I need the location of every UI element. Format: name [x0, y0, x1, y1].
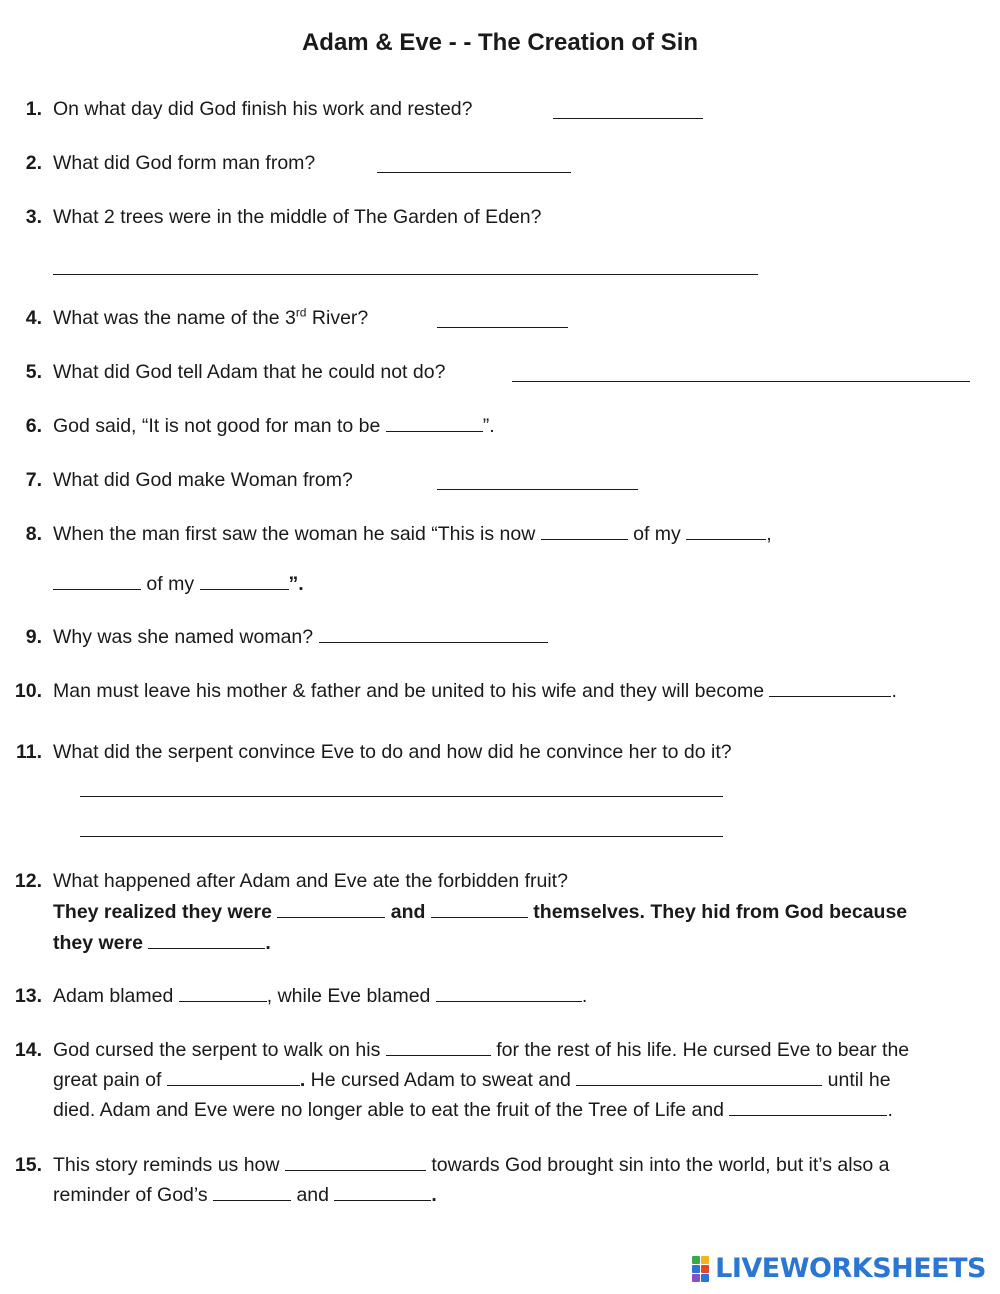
question-text: God cursed the serpent to walk on his for the rest of his life. He cursed Eve to bear the — [53, 1039, 910, 1061]
answer-blank[interactable] — [386, 430, 483, 432]
answer-blank[interactable] — [541, 538, 628, 540]
question-text: What did God form man from? — [53, 152, 316, 174]
answer-blank[interactable] — [377, 172, 571, 173]
answer-blank[interactable] — [80, 836, 723, 837]
answer-blank[interactable] — [200, 588, 289, 590]
answer-blank[interactable] — [386, 1054, 491, 1056]
answer-blank[interactable] — [277, 916, 385, 918]
question-number: 9. — [25, 626, 42, 648]
answer-blank[interactable] — [285, 1169, 426, 1171]
answer-blank[interactable] — [512, 381, 970, 382]
answer-blank[interactable] — [53, 274, 758, 275]
answer-blank[interactable] — [167, 1084, 300, 1086]
question-number: 8. — [25, 523, 42, 545]
question-text: On what day did God finish his work and rested? — [53, 98, 473, 120]
question-text-continued: reminder of God’s and . — [53, 1184, 437, 1206]
answer-blank[interactable] — [213, 1199, 291, 1201]
answer-blank[interactable] — [686, 538, 766, 540]
question-text: What did the serpent convince Eve to do and how did he convince her to do it? — [53, 741, 732, 763]
question-text: What was the name of the 3rd River? — [53, 305, 369, 329]
answer-blank[interactable] — [576, 1084, 822, 1086]
question-text: When the man first saw the woman he said “This is now of my , — [53, 523, 772, 545]
answer-blank[interactable] — [437, 489, 638, 490]
question-text: Why was she named woman? — [53, 622, 548, 652]
liveworksheets-logo[interactable] — [692, 1254, 986, 1284]
question-number: 2. — [25, 152, 42, 174]
answer-blank[interactable] — [53, 588, 141, 590]
question-text-continued: of my ”. — [53, 569, 304, 599]
answer-blank[interactable] — [334, 1199, 431, 1201]
question-number: 10. — [14, 680, 42, 702]
answer-blank[interactable] — [436, 1000, 582, 1002]
question-text: What did God make Woman from? — [53, 469, 353, 491]
answer-blank[interactable] — [80, 796, 723, 797]
answer-blank[interactable] — [729, 1114, 887, 1116]
answer-blank[interactable] — [179, 1000, 267, 1002]
question-number: 14. — [14, 1039, 42, 1061]
question-text: This story reminds us how towards God brought sin into the world, but it’s also a — [53, 1154, 890, 1176]
question-number: 6. — [25, 415, 42, 437]
answer-blank[interactable] — [319, 641, 548, 643]
question-prompt: They realized they were and themselves. They hid from God because — [53, 901, 908, 923]
logo-text: LIVEWORKSHEETS — [715, 1253, 986, 1284]
question-text: What did God tell Adam that he could not do? — [53, 361, 446, 383]
question-text: What 2 trees were in the middle of The Garden of Eden? — [53, 206, 542, 228]
question-number: 12. — [14, 870, 42, 892]
question-number: 4. — [25, 307, 42, 329]
page-title: Adam & Eve - - The Creation of Sin — [301, 29, 699, 56]
answer-blank[interactable] — [553, 118, 703, 119]
question-number: 1. — [25, 98, 42, 120]
question-text: Man must leave his mother & father and be united to his wife and they will become . — [53, 680, 897, 702]
question-text: God said, “It is not good for man to be ”. — [53, 415, 495, 437]
question-number: 15. — [14, 1154, 42, 1176]
question-text: What happened after Adam and Eve ate the forbidden fruit? — [53, 870, 568, 892]
answer-blank[interactable] — [431, 916, 528, 918]
question-number: 7. — [25, 469, 42, 491]
answer-blank[interactable] — [148, 947, 265, 949]
answer-blank[interactable] — [769, 695, 891, 697]
question-number: 13. — [14, 985, 42, 1007]
question-prompt-continued: they were . — [53, 932, 271, 954]
question-text-continued: great pain of . He cursed Adam to sweat and until he — [53, 1069, 891, 1091]
question-number: 5. — [25, 361, 42, 383]
question-text: Adam blamed , while Eve blamed . — [53, 985, 588, 1007]
question-text-continued: died. Adam and Eve were no longer able to eat the fruit of the Tree of Life and . — [53, 1099, 893, 1121]
question-number: 3. — [25, 206, 42, 228]
answer-blank[interactable] — [437, 327, 568, 328]
question-number: 11. — [15, 741, 42, 763]
liveworksheets-logo-icon — [692, 1256, 709, 1282]
